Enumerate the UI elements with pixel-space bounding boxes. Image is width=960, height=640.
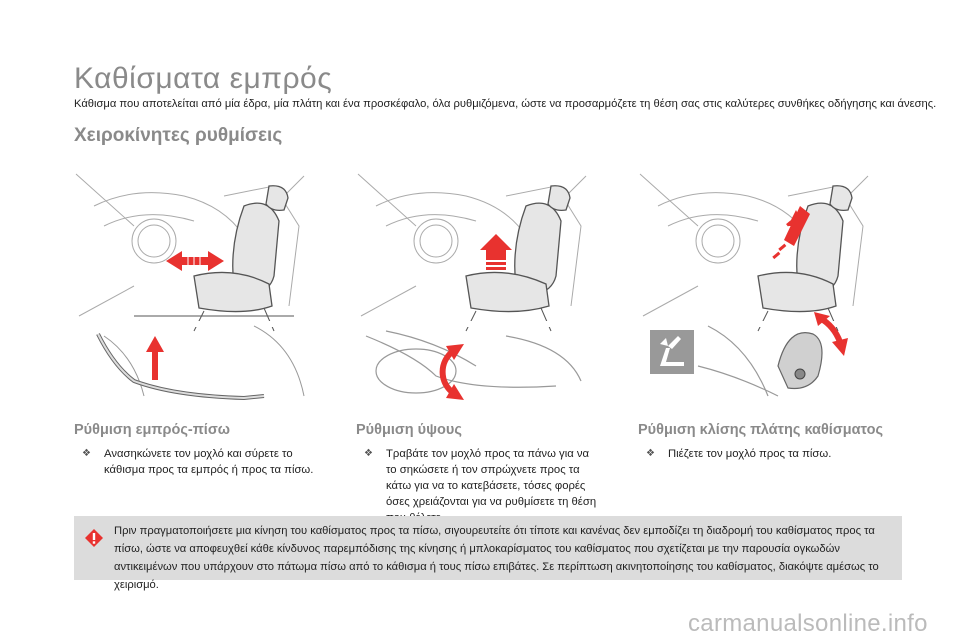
seat-recline-icon (638, 166, 870, 406)
bullet-text: Ανασηκώνετε τον μοχλό και σύρετε το κάθισμα προς τα εμπρός ή προς τα πίσω. (104, 448, 314, 476)
warning-exclamation-icon (84, 528, 104, 548)
column-recline (638, 422, 883, 462)
bullet-item (74, 446, 319, 478)
seat-forward-backward-illustration (74, 166, 306, 406)
watermark: carmanualsonline.info (688, 610, 928, 637)
seat-height-illustration (356, 166, 588, 406)
column-height (356, 422, 601, 526)
bullet-icon: ❖ (82, 448, 91, 459)
warning-box (74, 516, 902, 591)
column-title: Ρύθμιση ύψους (356, 422, 462, 438)
bullet-icon: ❖ (646, 448, 655, 459)
bullet-icon: ❖ (364, 448, 373, 459)
bullet-text: Τραβάτε τον μοχλό προς τα πάνω για να το σηκώσετε ή τον σπρώχνετε προς τα κάτω για να το κατεβάσετε, τόσες φορές όσες χρειάζονται για να ρυθμίσετε τη θέση (386, 448, 597, 508)
seat-forward-backward-icon (74, 166, 306, 406)
seat-recline-illustration (638, 166, 870, 406)
page-subtitle: Κάθισμα που αποτελείται από μία έδρα, μία πλάτη και ένα προσκέφαλο, όλα ρυθμιζόμενα, ώστε να προσαρμόζετε τη θέση σας στις καλύτερες συνθήκες οδήγησης και άνεσης. (74, 98, 937, 110)
recline-lever-symbol-icon (650, 330, 694, 374)
column-title: Ρύθμιση κλίσης πλάτης καθίσματος (638, 422, 883, 438)
warning-text: Πριν πραγματοποιήσετε μια κίνηση του καθίσματος προς τα πίσω, σιγουρευτείτε ότι τίποτε και κανένας δεν εμποδίζει τη διαδρομή του καθίσματος προς τα πίσω, ώστε να αποφευχθεί κάθε κίνδυνος παρεμπόδισης της κίνησης ή μπλοκαρίσματος του καθίσματος που σχετίζεται με την παρουσία ογκωδών αντικειμένων που υπάρχουν στο πάτωμα πίσω από το κάθισμα ή τους πίσω επιβάτες. Σε περίπτωση ακινητοποίησης του καθίσματος, διακόψτε αμέσως το χειρισμό. (114, 525, 879, 591)
bullet-text: Πιέζετε τον μοχλό προς τα πίσω. (668, 448, 832, 460)
section-title: Χειροκίνητες ρυθμίσεις (74, 125, 283, 146)
bullet-item (638, 446, 883, 462)
column-forward-backward (74, 422, 319, 478)
column-title: Ρύθμιση εμπρός-πίσω (74, 422, 231, 438)
seat-height-icon (356, 166, 588, 406)
page-title: Καθίσματα εμπρός (74, 62, 333, 95)
bullet-item (356, 446, 601, 526)
